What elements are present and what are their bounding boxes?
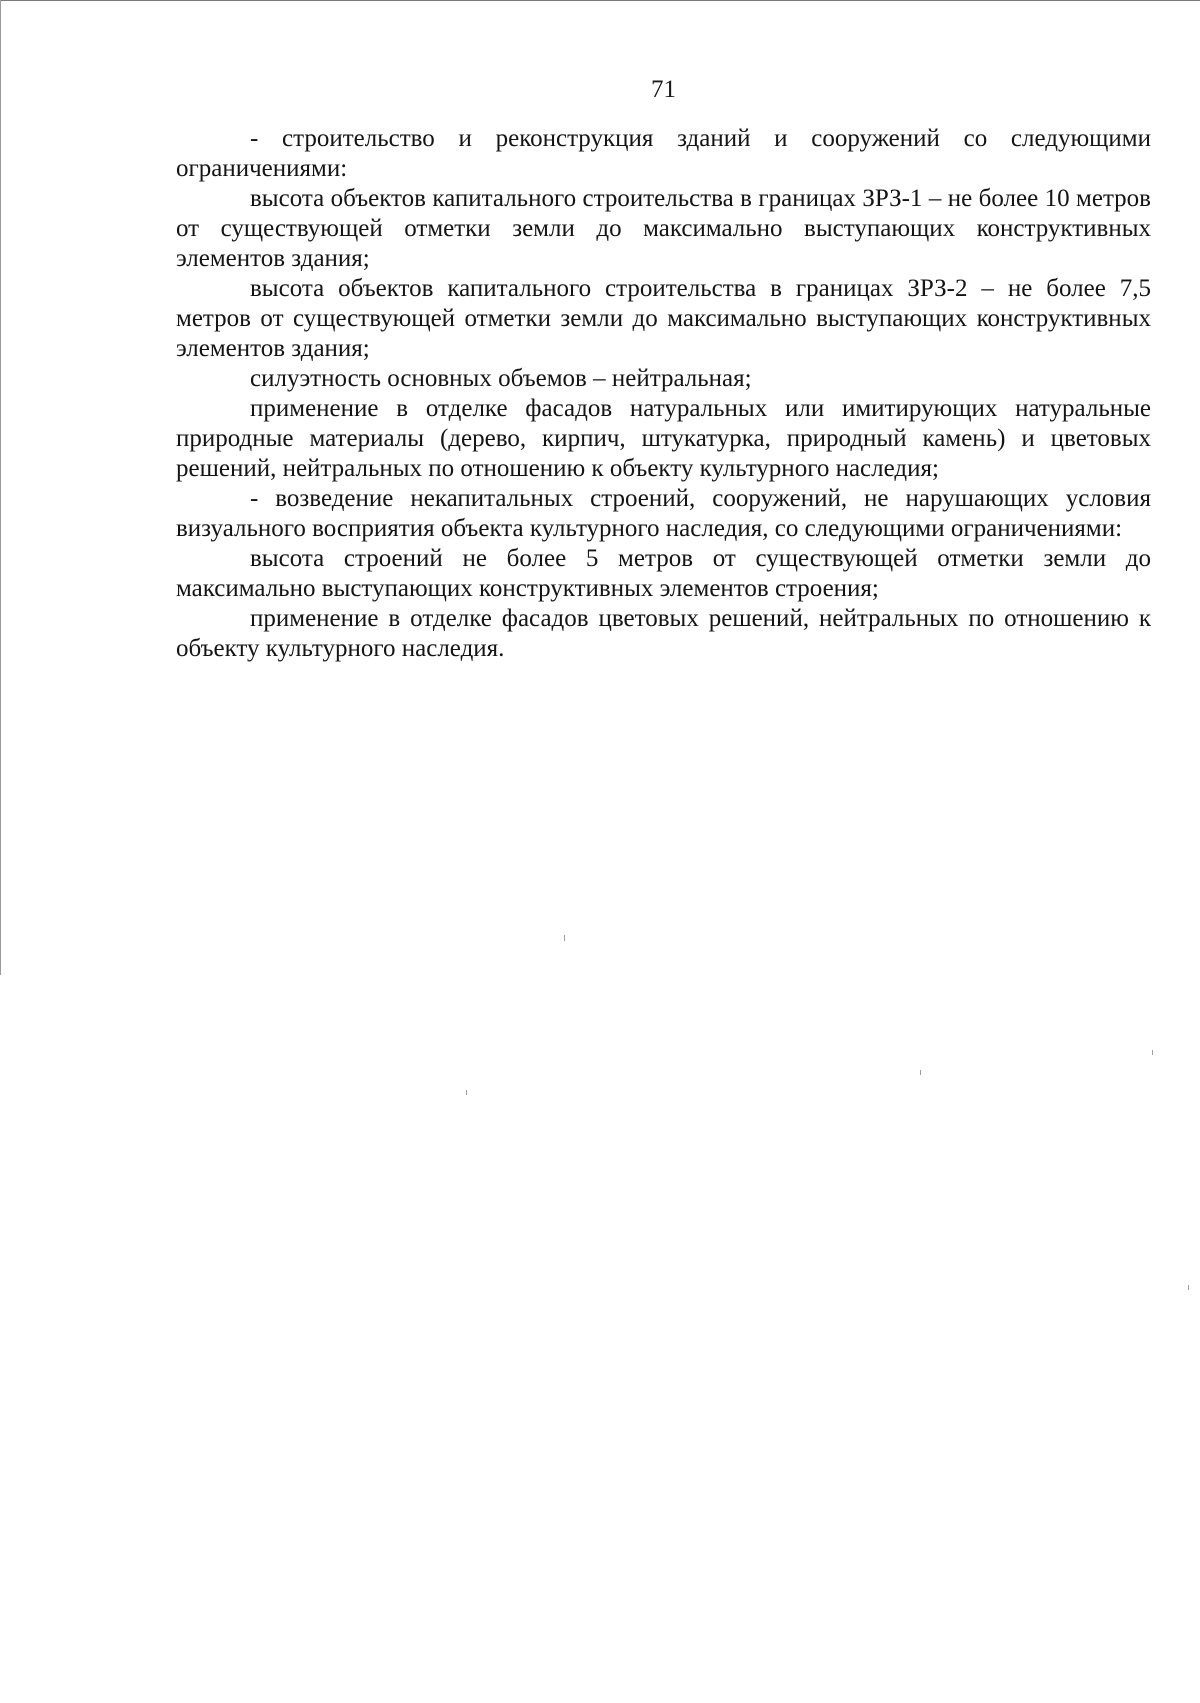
scan-speck: [466, 1090, 467, 1095]
scan-speck: [1152, 1050, 1153, 1055]
paragraph-height-zrz2: высота объектов капитального строительства в границах ЗРЗ-2 – не более 7,5 метров от существующей отметки земли до максимально выступающих конструктивных элементов здания;: [176, 275, 1151, 362]
scan-top-edge: [0, 0, 1200, 1]
paragraph-height-zrz1: высота объектов капитального строительства в границах ЗРЗ-1 – не более 10 метров от существующей отметки земли до максимально выступающих конструктивных элементов здания;: [176, 185, 1151, 272]
scan-left-edge: [0, 0, 1, 975]
scan-speck: [564, 935, 565, 941]
body-text: [176, 124, 1151, 664]
page-number: 71: [651, 76, 676, 103]
scan-speck: [1188, 1285, 1189, 1290]
paragraph-silhouette: силуэтность основных объемов – нейтральная;: [250, 365, 752, 392]
paragraph-construction: - строительство и реконструкция зданий и сооружений со следующими ограничениями:: [176, 125, 1151, 182]
paragraph-structure-height: высота строений не более 5 метров от существующей отметки земли до максимально выступающих конструктивных элементов строения;: [176, 545, 1151, 602]
paragraph-temporary-structures: - возведение некапитальных строений, сооружений, не нарушающих условия визуального восприятия объекта культурного наследия, со следующими ограничениями:: [176, 485, 1151, 542]
paragraph-facade-colors: применение в отделке фасадов цветовых решений, нейтральных по отношению к объекту культурного наследия.: [176, 605, 1151, 662]
paragraph-facade-materials: применение в отделке фасадов натуральных или имитирующих натуральные природные материалы (дерево, кирпич, штукатурка, природный камень) и цветовых решений, нейтральных по отношению к объекту культурного наследия;: [176, 395, 1151, 482]
scan-speck: [920, 1070, 921, 1075]
